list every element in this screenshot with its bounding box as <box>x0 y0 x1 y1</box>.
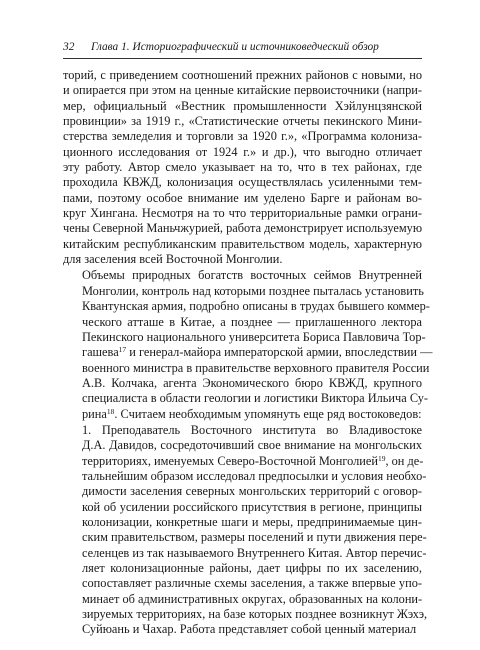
text-line: Пекинского национального университета Бориса Павловича Тор- <box>82 329 426 344</box>
text-line: Объемы природных богатств восточных сеймов Внутренней <box>82 268 422 283</box>
text-line: проходила КВЖД, колонизация осуществлялась усиленными тем- <box>63 175 422 190</box>
text-line: Квантунская армия, подробно описаны в трудах бывшего коммер- <box>82 299 430 314</box>
chapter-title: Глава 1. Историографический и источниковедческий обзор <box>91 41 379 53</box>
footnote-ref[interactable]: 17 <box>118 345 127 355</box>
text-line: минает об административных округах, образованных на колони- <box>82 591 423 606</box>
text-line: Монголии, контроль над которыми позднее пыталась установить <box>82 283 424 298</box>
text-line: ционного исследования от 1924 г.» и др.), что выгодно отличает <box>63 144 422 159</box>
page-number: 32 <box>63 41 75 53</box>
text-line: рина$^{18}$. Считаем необходимым упомянуть еще ряд востоковедов: <box>82 406 422 421</box>
text-line: торий, с приведением соотношений прежних районов с новыми, но <box>63 68 422 82</box>
text-line: ляет колонизационные районы, дает цифры по их заселению, <box>82 561 422 575</box>
text-line: пами, поэтому особое внимание им уделено Барге и районам во- <box>63 190 422 205</box>
text-line: чены Северной Маньчжурией, работа демонстрирует используемую <box>63 221 423 236</box>
text-line: Д.А. Давидов, сосредоточивший свое внимание на монгольских <box>82 438 422 453</box>
text-line: зируемых территориях, на базе которых позднее возникнут Жэхэ, <box>82 607 428 622</box>
text-line: тальнейшим образом исследовал предпосылки и условия необхо- <box>82 468 427 483</box>
text-line: димости заселения северных монгольских территорий с оговор- <box>82 484 422 499</box>
text-line: ским правительством, размеры поселений и пути движения пере- <box>82 530 427 545</box>
text-line: круг Хингана. Несмотря на то что территориальные рамки ограни- <box>63 206 422 221</box>
text-line: стерства земледелия и торговли за 1920 г.», «Программа колониза- <box>63 129 422 144</box>
text-line: гашева$^{17}$ и генерал-майора императорской армии, впоследствии — <box>82 345 433 360</box>
text-line: специалиста в области геологии и логистики Виктора Ильича Су- <box>82 391 429 406</box>
text-line: кой об усилении российского присутствия в регионе, принципы <box>82 499 422 514</box>
paragraph <box>63 268 433 421</box>
footnote-ref[interactable]: 18 <box>106 406 115 416</box>
body-text <box>63 68 433 638</box>
text-line: 1. Преподаватель Восточного института во Владивостоке <box>82 422 422 437</box>
footnote-ref[interactable]: 19 <box>377 453 386 463</box>
text-line: эту работу. Автор смело указывает на то, что в тех районах, где <box>63 160 422 175</box>
text-line: селенцев из так называемого Внутреннего Китая. Автор перечис- <box>82 545 427 560</box>
text-line: мер, официальный «Вестник промышленности Хэйлунцзянской <box>63 98 422 113</box>
text-line: китайским республиканским правительством модель, характерную <box>63 236 422 251</box>
text-line: для заселения всей Восточной Монголии. <box>63 252 283 267</box>
text-line: Суйюань и Чахар. Работа представляет собой ценный материал <box>82 622 417 637</box>
header-rule <box>63 58 422 59</box>
running-head <box>63 40 422 55</box>
text-line: территориях, именуемых Северо-Восточной Монголией$^{19}$, он де- <box>82 453 424 468</box>
paragraph <box>63 68 422 267</box>
text-line: сопоставляет различные схемы заселения, а также впервые упо- <box>82 576 422 591</box>
text-line: провинции» за 1919 г., «Статистические отчеты пекинского Мини- <box>63 114 422 129</box>
text-line: ческого атташе в Китае, а позднее — приглашенного лектора <box>82 314 422 329</box>
paragraph <box>63 422 428 638</box>
text-line: и опирается при этом на ценные китайские первоисточники (напри- <box>63 83 422 98</box>
text-line: А.В. Колчака, агента Экономического бюро КВЖД, крупного <box>82 375 422 390</box>
text-line: колонизации, конкретные шаги и меры, предпринимаемые цин- <box>82 514 422 529</box>
text-line: военного министра в правительстве верховного правителя России <box>82 360 430 375</box>
